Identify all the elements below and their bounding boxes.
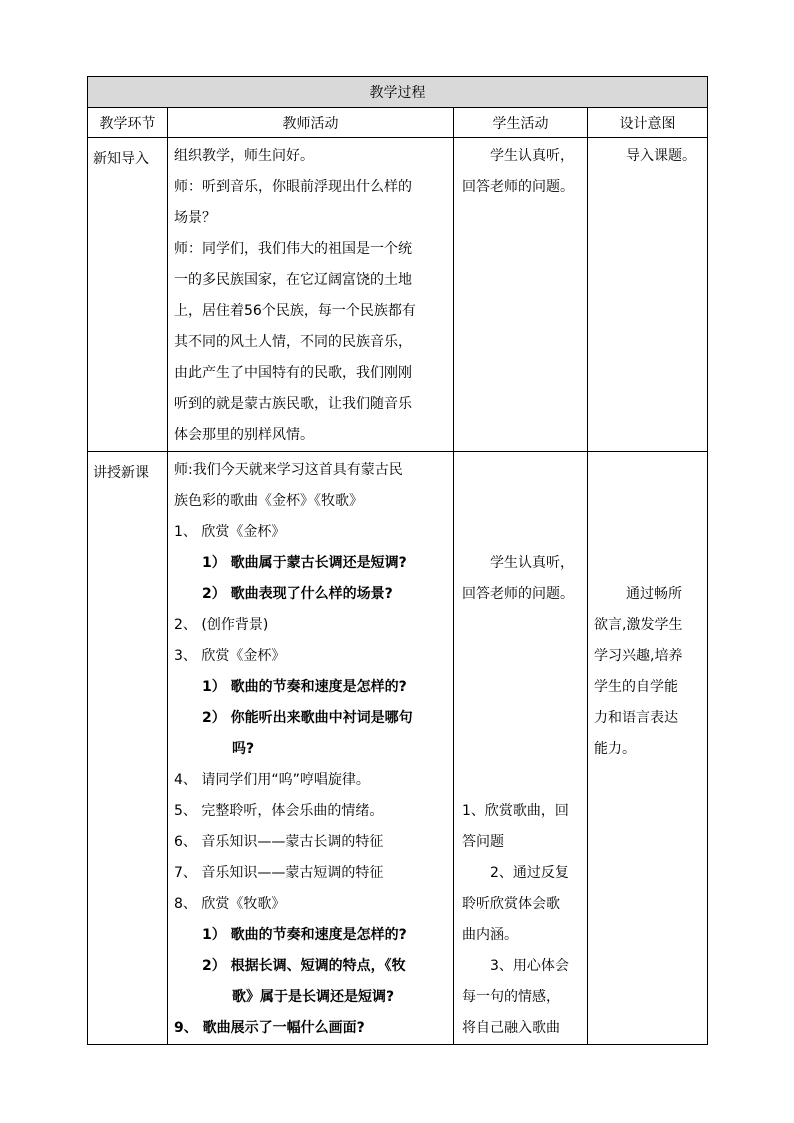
text-line: 欲言,激发学生 xyxy=(594,617,683,633)
text-line xyxy=(462,455,583,486)
student-activity-cell xyxy=(454,452,588,1045)
table-title: 教学过程 xyxy=(88,77,708,108)
text-line xyxy=(594,548,703,579)
design-intent-cell xyxy=(588,138,708,452)
text-line xyxy=(462,734,583,765)
text-line: 组织教学，师生问好。 xyxy=(174,148,314,164)
text-line xyxy=(462,610,583,641)
text-line: 能力。 xyxy=(594,741,636,757)
text-line: 学生认真听， xyxy=(490,555,574,571)
numbered-item: 6、 音乐知识——蒙古长调的特征 xyxy=(174,834,384,850)
sub-question: 1） 歌曲属于蒙古长调还是短调? xyxy=(202,555,407,571)
text-line xyxy=(462,765,583,796)
text-line: 力和语言表达 xyxy=(594,710,678,726)
text-line: 通过畅所 xyxy=(626,586,682,602)
text-line: 体会那里的别样风情。 xyxy=(174,427,314,443)
sub-question-continuation: 歌》属于是长调还是短调? xyxy=(232,989,395,1005)
text-line: 族色彩的歌曲《金杯》《牧歌》 xyxy=(174,493,363,509)
text-line xyxy=(462,517,583,548)
design-intent-cell xyxy=(588,452,708,1045)
text-line: 答问题 xyxy=(462,834,504,850)
text-line: 师：同学们，我们伟大的祖国是一个统 xyxy=(174,241,412,257)
text-line xyxy=(462,641,583,672)
text-line: 曲内涵。 xyxy=(462,927,518,943)
text-line: 回答老师的问题。 xyxy=(462,179,574,195)
sub-question: 2） 根据长调、短调的特点，《牧 xyxy=(202,958,406,974)
numbered-item: 1、 欣赏《金杯》 xyxy=(174,524,286,540)
text-line: 听到的就是蒙古族民歌，让我们随音乐 xyxy=(174,396,412,412)
table-row xyxy=(88,452,708,1045)
text-line: 每一句的情感， xyxy=(462,989,560,1005)
teacher-activity-cell xyxy=(168,138,454,452)
text-line: 学生的自学能 xyxy=(594,679,678,695)
teacher-activity-cell xyxy=(168,452,454,1045)
text-line xyxy=(462,703,583,734)
text-line xyxy=(594,486,703,517)
text-line: 导入课题。 xyxy=(626,148,696,164)
text-line: 学习兴趣,培养 xyxy=(594,648,683,664)
text-line: 场景？ xyxy=(174,210,216,226)
text-line: 回答老师的问题。 xyxy=(462,586,574,602)
sub-question-continuation: 吗? xyxy=(232,741,255,757)
numbered-item: 4、 请同学们用“呜”哼唱旋律。 xyxy=(174,772,370,788)
text-line: 上，居住着56个民族，每一个民族都有 xyxy=(174,303,416,319)
text-line xyxy=(462,672,583,703)
text-line: 学生认真听， xyxy=(490,148,574,164)
table-row xyxy=(88,138,708,452)
text-line: 2、通过反复 xyxy=(490,865,569,881)
text-line xyxy=(594,455,703,486)
numbered-item: 3、 欣赏《金杯》 xyxy=(174,648,286,664)
text-line: 师:我们今天就来学习这首具有蒙古民 xyxy=(174,462,403,478)
sub-question: 2） 歌曲表现了什么样的场景? xyxy=(202,586,393,602)
sub-question: 2） 你能听出来歌曲中衬词是哪句 xyxy=(202,710,413,726)
student-activity-cell xyxy=(454,138,588,452)
header-student-activity: 学生活动 xyxy=(454,108,588,138)
text-line: 师：听到音乐，你眼前浮现出什么样的 xyxy=(174,179,412,195)
header-stage: 教学环节 xyxy=(88,108,168,138)
numbered-item: 8、 欣赏《牧歌》 xyxy=(174,896,286,912)
numbered-item: 2、 (创作背景) xyxy=(174,617,269,633)
text-line: 聆听欣赏体会歌 xyxy=(462,896,560,912)
numbered-item: 5、 完整聆听，体会乐曲的情绪。 xyxy=(174,803,384,819)
section-label: 新知导入 xyxy=(88,138,168,452)
section-label: 讲授新课 xyxy=(88,452,168,1045)
sub-question: 1） 歌曲的节奏和速度是怎样的? xyxy=(202,679,407,695)
text-line: 一的多民族国家，在它辽阔富饶的土地 xyxy=(174,272,412,288)
numbered-item: 7、 音乐知识——蒙古短调的特征 xyxy=(174,865,384,881)
text-line xyxy=(594,517,703,548)
text-line: 将自己融入歌曲 xyxy=(462,1020,560,1036)
text-line: 1、欣赏歌曲，回 xyxy=(462,803,569,819)
numbered-item: 9、 歌曲展示了一幅什么画面? xyxy=(174,1020,365,1036)
text-line xyxy=(462,486,583,517)
teaching-process-table xyxy=(87,76,708,1045)
text-line: 由此产生了中国特有的民歌，我们刚刚 xyxy=(174,365,412,381)
header-design-intent: 设计意图 xyxy=(588,108,708,138)
text-line: 其不同的风土人情，不同的民族音乐， xyxy=(174,334,412,350)
sub-question: 1） 歌曲的节奏和速度是怎样的? xyxy=(202,927,407,943)
header-teacher-activity: 教师活动 xyxy=(168,108,454,138)
text-line: 3、用心体会 xyxy=(490,958,569,974)
